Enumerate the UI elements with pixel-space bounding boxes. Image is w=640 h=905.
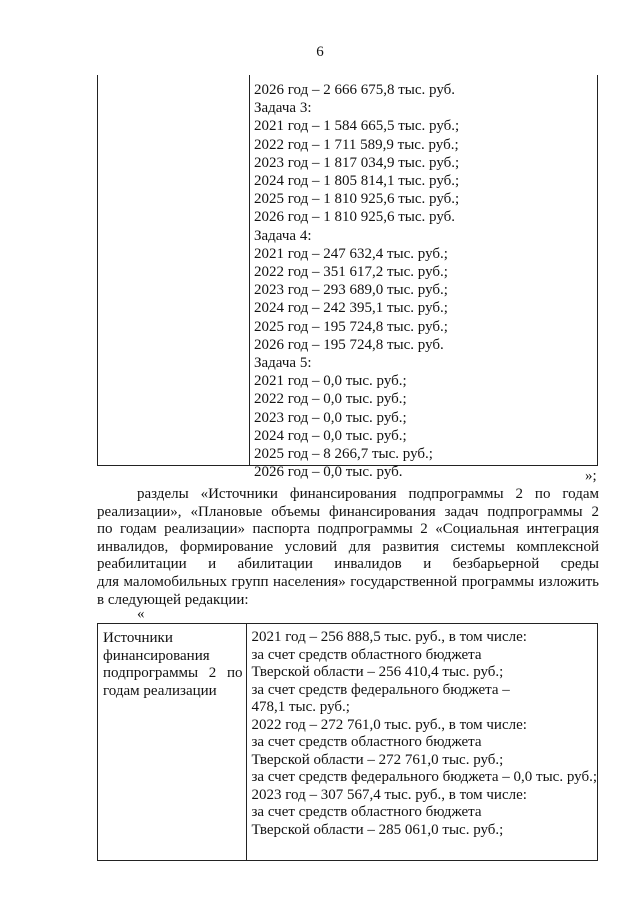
closing-quote: »; (585, 468, 597, 484)
funding-table-continued (97, 75, 598, 481)
section-label-line: финансирования (103, 647, 210, 664)
table-line: 2026 год – 2 666 675,8 тыс. руб. (254, 82, 456, 98)
table-line: 2026 год – 195 724,8 тыс. руб. (254, 336, 444, 353)
table-line: 2022 год – 351 617,2 тыс. руб.; (254, 264, 448, 281)
section-label-cell (98, 624, 247, 860)
table-line: 2023 год – 0,0 тыс. руб.; (254, 409, 407, 426)
table-line: 2021 год – 0,0 тыс. руб.; (254, 373, 407, 390)
table-line: 2024 год – 242 395,1 тыс. руб.; (254, 300, 448, 317)
table-line: 2021 год – 247 632,4 тыс. руб.; (254, 245, 448, 262)
table-line: 2025 год – 195 724,8 тыс. руб.; (254, 318, 448, 335)
table-line: 2021 год – 256 888,5 тыс. руб., в том числе: (251, 629, 527, 645)
table-line: за счет средств областного бюджета (251, 646, 482, 663)
table-value-cell (250, 75, 597, 481)
section-value-cell (247, 624, 597, 860)
table-line: 478,1 тыс. руб.; (251, 699, 350, 715)
table-line: 2022 год – 1 711 589,9 тыс. руб.; (254, 136, 459, 153)
section-label-line: Источники (103, 630, 173, 646)
table-line: 2023 год – 1 817 034,9 тыс. руб.; (254, 154, 460, 171)
table-line: 2022 год – 272 761,0 тыс. руб., в том числе: (251, 716, 527, 733)
section-label-line: подпрограммы 2 по (103, 665, 243, 681)
task-heading: Задача 5: (254, 355, 312, 372)
table-line: 2026 год – 0,0 тыс. руб. (254, 464, 403, 481)
table-line: 2025 год – 8 266,7 тыс. руб.; (254, 446, 433, 463)
opening-quote: « (137, 606, 145, 622)
paragraph-line: реабилитации и абилитации инвалидов и безбарьерной среды (97, 556, 599, 573)
table-line: Тверской области – 285 061,0 тыс. руб.; (251, 821, 504, 838)
page-number: 6 (316, 44, 324, 60)
paragraph-line: по годам реализации» паспорта подпрограммы 2 «Социальная интеграция (97, 521, 599, 538)
table-line: Тверской области – 272 761,0 тыс. руб.; (251, 751, 504, 768)
paragraph-line: разделы «Источники финансирования подпрограммы 2 по годам (137, 486, 599, 502)
table-line: за счет средств областного бюджета (251, 734, 482, 750)
table-line: 2026 год – 1 810 925,6 тыс. руб. (254, 209, 456, 226)
section-label-line: годам реализации (103, 682, 217, 699)
table-line: за счет средств федерального бюджета – 0,0 тыс. руб.; (251, 769, 597, 785)
table-line: 2022 год – 0,0 тыс. руб.; (254, 391, 407, 408)
table-line: 2025 год – 1 810 925,6 тыс. руб.; (254, 191, 460, 208)
table-line: 2023 год – 293 689,0 тыс. руб.; (254, 282, 448, 299)
task-heading: Задача 4: (254, 227, 312, 244)
paragraph-line: инвалидов, формирование условий для развития системы комплексной (97, 538, 599, 555)
table-line: Тверской области – 256 410,4 тыс. руб.; (251, 664, 504, 680)
table-line: за счет средств федерального бюджета – (251, 681, 510, 698)
table-label-cell (98, 75, 250, 465)
table-line: за счет средств областного бюджета (251, 804, 482, 820)
table-line: 2021 год – 1 584 665,5 тыс. руб.; (254, 118, 460, 135)
paragraph-line: реализации», «Плановые объемы финансирования задач подпрограммы 2 (97, 503, 599, 520)
paragraph-line: в следующей редакции: (97, 591, 249, 608)
funding-sources-table (97, 623, 598, 861)
table-line: 2023 год – 307 567,4 тыс. руб., в том числе: (251, 786, 527, 803)
table-line: 2024 год – 0,0 тыс. руб.; (254, 427, 407, 444)
amendment-paragraph (97, 486, 599, 609)
task-heading: Задача 3: (254, 100, 312, 117)
table-line: 2024 год – 1 805 814,1 тыс. руб.; (254, 173, 460, 190)
paragraph-line: для маломобильных групп населения» государственной программы изложить (97, 573, 599, 590)
